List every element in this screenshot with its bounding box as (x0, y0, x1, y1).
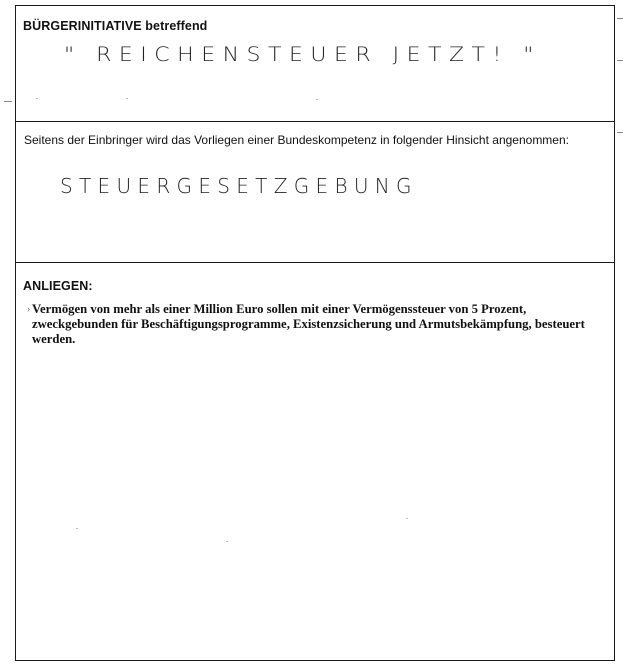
scan-edge-mark (4, 101, 12, 102)
concern-section (16, 263, 614, 660)
scan-speck (316, 99, 318, 100)
scan-edge-mark (617, 18, 623, 19)
scan-speck (36, 98, 38, 99)
bullet-arrow-icon: › (27, 304, 31, 315)
competence-declaration: Seitens der Einbringer wird das Vorliegen einer Bundeskompetenz in folgender Hinsicht angenommen: (24, 133, 569, 147)
initiative-form (15, 5, 615, 661)
scan-speck (226, 541, 228, 542)
scan-speck (126, 98, 128, 99)
handwritten-subject: " REICHENSTEUER JETZT! " (64, 44, 541, 67)
subject-section (16, 6, 614, 122)
concern-text-block (27, 302, 592, 347)
scan-edge-mark (617, 132, 623, 133)
scan-edge-mark (617, 60, 623, 61)
scan-speck (76, 528, 78, 529)
concern-text: Vermögen von mehr als einer Million Euro sollen mit einer Vermögenssteuer von 5 Prozent, zweckgebunden für Beschäftigungsprogramme, Existenzsicherung und Armutsbekämpfung, besteuert werden. (32, 302, 585, 346)
competence-section (16, 122, 614, 263)
handwritten-competence: STEUERGESETZGEBUNG (60, 174, 418, 198)
subject-label: BÜRGERINITIATIVE betreffend (23, 19, 208, 33)
scan-speck (406, 518, 408, 519)
concern-label: ANLIEGEN: (23, 279, 93, 293)
